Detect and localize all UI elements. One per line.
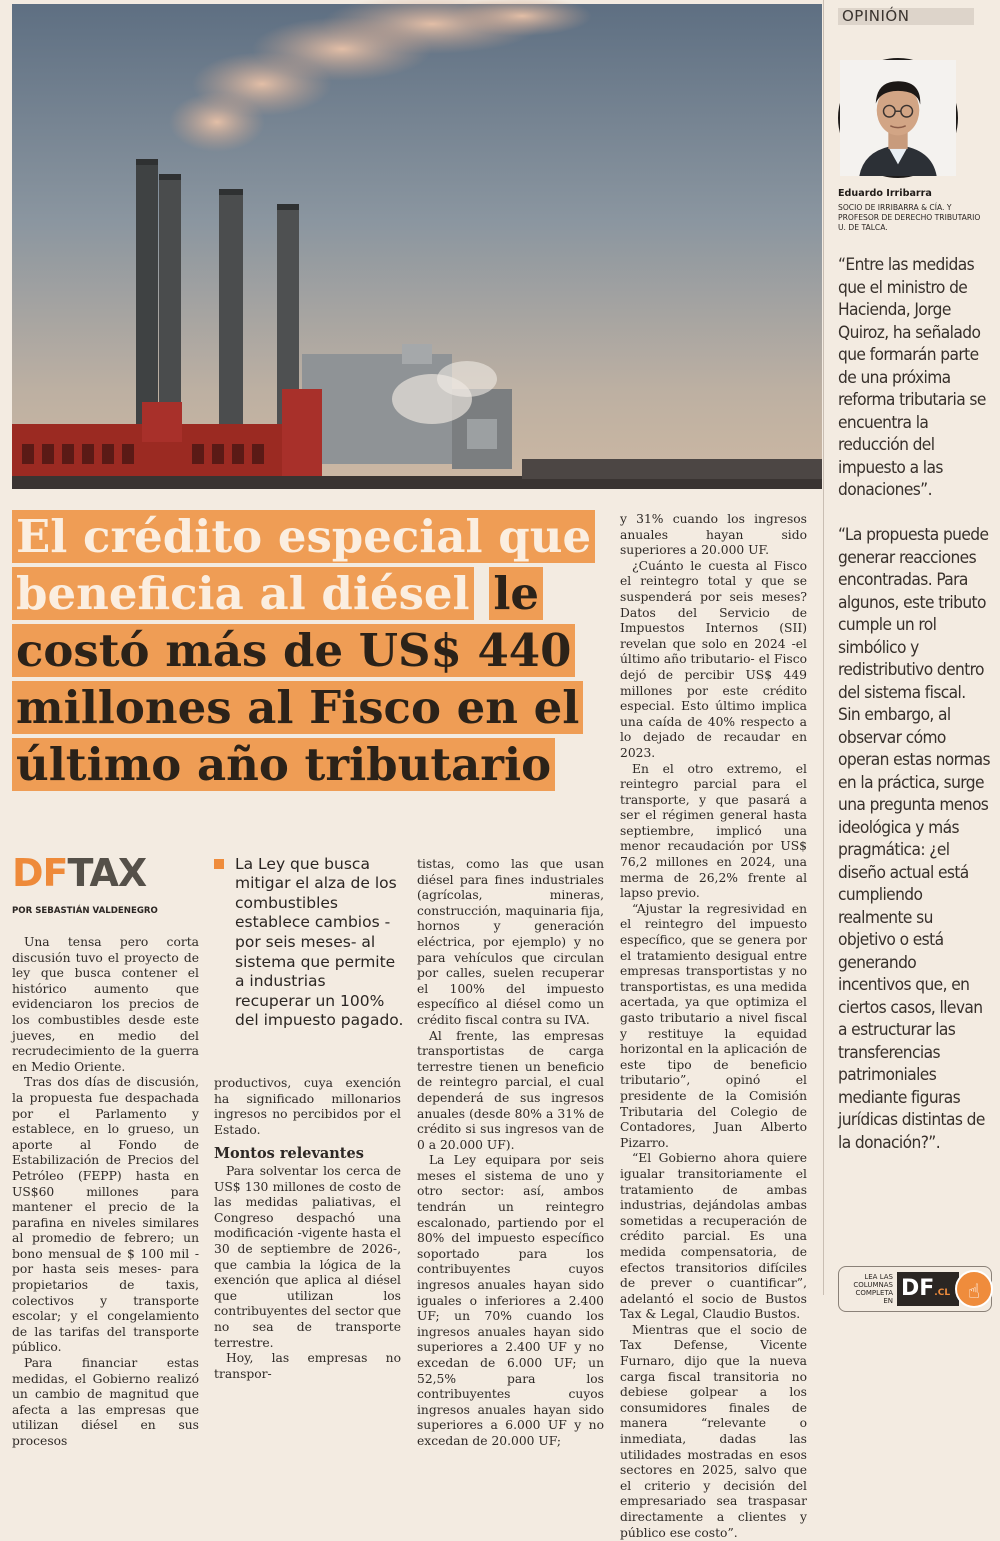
badge-brand <box>897 1272 959 1306</box>
article-column-4 <box>620 512 807 1541</box>
paragraph: Tras dos días de discusión, la propuesta fue despachada por el Parlamento y establece, en lo grueso, un aporte al Fondo de Estabilización de Precios del Petróleo (FEPP) hasta en US$60 millones para mantener el precio de la parafina en niveles similares al promedio de febrero; un bono mensual de $ 100 mil -por hasta seis meses- para propietarios de taxis, colectivos y transporte escolar; y el congelamiento de las tarifas del transporte público. <box>12 1075 199 1355</box>
paragraph: productivos, cuya exención ha significado millonarios ingresos no percibidos por el Estado. <box>214 1076 401 1137</box>
section-label: OPINIÓN <box>838 8 974 25</box>
paragraph: En el otro extremo, el reintegro parcial para el transporte, y que pasará a ser el régimen general hasta septiembre, implicó una menor recaudación por US$ 76,2 millones en 2024, una merma de 26,2% frente al lapso previo. <box>620 761 807 901</box>
headline <box>12 508 602 793</box>
column-divider <box>823 0 824 1295</box>
opinion-quote-1: “Entre las medidas que el ministro de Hacienda, Jorge Quiroz, ha señalado que formarán parte de una próxima reforma tributaria se encuentra la reducción del impuesto a las donaciones”. <box>838 255 986 500</box>
industrial-chimneys-photo <box>12 4 822 489</box>
badge-brand-name: DF <box>901 1276 935 1301</box>
author-photo-icon <box>838 58 958 178</box>
paragraph: ¿Cuánto le cuesta al Fisco el reintegro total y que se suspenderá por seis meses? Datos del Servicio de Impuestos Internos (SII) revelan que solo en 2024 -el último año tributario- el Fisco dejó de percibir US$ 449 millones por este crédito especial. Esto último implica una caída de 40% respecto a lo dejado de recaudar en 2023. <box>620 558 807 760</box>
opinion-quote-2: “La propuesta puede generar reacciones encontradas. Para algunos, este tributo cumple un rol simbólico y redistributivo dentro del sistema fiscal. Sin embargo, al observar cómo operan estas normas en la práctica, surge una pregunta menos ideológica y más pragmática: ¿el diseño actual está cumpliendo realmente su objetivo o está generando incentivos que, en ciertos casos, llevan a estructurar las transferencias patrimoniales mediante figuras jurídicas distintas de la donación?”. <box>838 525 990 1153</box>
chimneys-illustration <box>12 4 822 489</box>
hand-pointer-icon[interactable]: ☝ <box>955 1270 993 1308</box>
author-role: SOCIO DE IRRIBARRA & CÍA. Y PROFESOR DE DERECHO TRIBUTARIO U. DE TALCA. <box>838 203 981 232</box>
badge-brand-suffix: .CL <box>934 1288 951 1298</box>
paragraph: Mientras que el socio de Tax Defense, Vicente Furnaro, dijo que la nueva carga fiscal transitoria no debiese golpear a los consumidores finales de manera “relevante o inmediata, dadas las utilidades mostradas en esos sectores en 2025, salvo que el criterio y decisión del empresariado sea traspasar directamente a clientes y público ese costo”. <box>620 1322 807 1540</box>
paragraph: tistas, como las que usan diésel para fines industriales (agrícolas, mineras, construcción, maquinaria fija, hornos y generación eléctrica, por ejemplo) y no para vehículos que circulan por calles, suelen recuperar el 100% del impuesto específico al diésel como un crédito fiscal contra su IVA. <box>417 857 604 1027</box>
article-column-1 <box>12 935 199 1450</box>
lead-summary <box>214 855 406 1031</box>
paragraph: Al frente, las empresas transportistas de carga terrestre tienen un beneficio de reintegro parcial, el cual dependerá de sus ingresos anuales (desde 80% a 31% de crédito si sus ingresos van de 0 a 20.000 UF). <box>417 1028 604 1152</box>
article-column-2 <box>214 1076 401 1382</box>
lead-text: La Ley que busca mitigar el alza de los combustibles establece cambios -por seis meses- al sistema que permite a industrias recuperar un 100% del impuesto pagado. <box>235 854 404 1030</box>
logo-tax: TAX <box>67 851 147 895</box>
paragraph: Una tensa pero corta discusión tuvo el proyecto de ley que busca contener el histórico aumento que evidenciaron los precios de los combustibles desde este jueves, en medio del recrudecimiento de la guerra en Medio Oriente. <box>12 935 199 1074</box>
paragraph: “El Gobierno ahora quiere igualar transitoriamente el tratamiento de ambas industrias, dejándolas ambas sometidas a recuperación de crédito parcial. Es una medida compensatoria, de efectos transitorios difíciles de prever o cuantificar”, adelantó el socio de Bustos Tax & Legal, Claudio Bustos. <box>620 1151 807 1322</box>
byline: POR SEBASTIÁN VALDENEGRO <box>12 906 158 916</box>
paragraph: y 31% cuando los ingresos anuales hayan sido superiores a 20.000 UF. <box>620 512 807 558</box>
paragraph: La Ley equipara por seis meses el sistema de uno y otro sector: así, ambos tendrán un reintegro escalonado, partiendo por el 80% del impuesto específico soportado para los contribuyentes cuyos ingresos anuales hayan sido iguales o inferiores a 2.400 UF; un 70% cuando los ingresos anuales hayan sido superiores a 2.400 UF y no excedan de 6.000 UF; un 52,5% para los contribuyentes cuyos ingresos anuales hayan sido superiores a 6.000 UF y no excedan de 20.000 UF; <box>417 1153 604 1448</box>
paragraph: Para financiar estas medidas, el Gobierno realizó un cambio de magnitud que afecta a las empresas que utilizan diésel en sus procesos <box>12 1356 199 1448</box>
df-tax-logo <box>12 853 212 893</box>
subheading: Montos relevantes <box>214 1145 364 1163</box>
paragraph: Para solventar los cerca de US$ 130 millones de costo de las medidas paliativas, el Congreso despachó una modificación -vigente hasta el 30 de septiembre de 2026-, que cambia la lógica de la exención que aplica al diésel que utilizan los contribuyentes del sector que no sea de transporte terrestre. <box>214 1163 401 1350</box>
headline-strong: le costó más de US$ 440 millones al Fisco en el último año tributario <box>12 567 583 791</box>
read-full-column-link[interactable] <box>838 1266 992 1312</box>
headline-soft: El crédito especial que beneficia al diésel <box>12 510 595 620</box>
paragraph: “Ajustar la regresividad en el reintegro del impuesto específico, que se genera por el tratamiento desigual entre empresas transportistas y no transportistas, es una medida acertada, ya que optimiza el gasto tributario a nivel fiscal y restituye la equidad horizontal en la aplicación de este tipo de beneficio tributario”, opinó el presidente de la Comisión Tributaria del Colegio de Contadores, Juan Alberto Pizarro. <box>620 901 807 1150</box>
badge-text: LEA LAS COLUMNAS COMPLETA EN <box>853 1273 893 1305</box>
author-name: Eduardo Irribarra <box>838 188 932 199</box>
logo-df: DF <box>12 851 68 895</box>
article-column-3 <box>417 857 604 1450</box>
paragraph: Hoy, las empresas no transpor- <box>214 1351 401 1381</box>
orange-square-bullet-icon <box>214 859 224 869</box>
